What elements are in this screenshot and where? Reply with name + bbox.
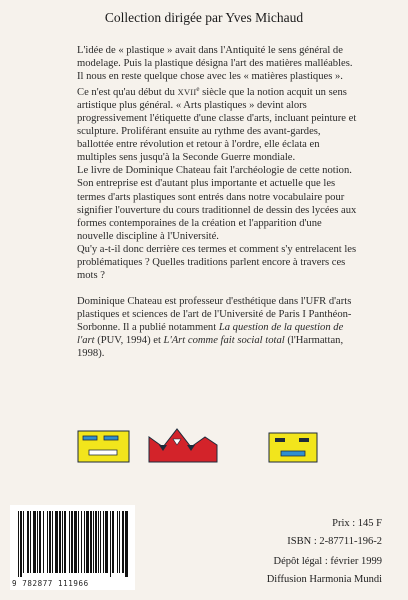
distributor-label: Diffusion Harmonia Mundi [266, 574, 382, 585]
author-bio-part2: (PUV, 1994) et [94, 334, 164, 346]
collection-title: Collection dirigée par Yves Michaud [104, 10, 304, 25]
ornament-center-crown [149, 429, 217, 462]
isbn-barcode [10, 505, 135, 590]
price-label: Prix : 145 F [332, 518, 382, 529]
century-numeral: XVII [177, 87, 197, 98]
barcode-number: 9 782877 111966 [12, 579, 89, 588]
paragraph-history-part2: siècle que la notion acquit un sens artistique plus général. « Arts plastiques » devint alors progressivement l'étiquette d'une classe d'arts, incluant peinture et sculpture. Proliférant ensuite au rythme des avant-gardes, ballottée entre révolution et retour à l'ordre, elle éclata en multiples sens jusqu'à la Seconde Guerre mondiale. [77, 87, 357, 164]
author-bio-part3: (l'Harmattan, 1998). [77, 334, 344, 360]
author-bio [77, 295, 357, 360]
ornament-right-block [269, 433, 317, 462]
legal-deposit-label: Dépôt légal : février 1999 [273, 556, 382, 567]
description-text [77, 44, 357, 360]
collection-logo-ornament [77, 425, 360, 465]
paragraph-history-part1: L'idée de « plastique » avait dans l'Antiquité le sens général de modelage. Puis la plastique désigna l'art des matières malléables. Il nous en reste quelque chose avec les « matières plastiques ». Ce n'est qu'au début du [77, 45, 353, 99]
book-title-2: L'Art comme fait social total [163, 334, 285, 346]
isbn-label: ISBN : 2-87711-196-2 [287, 536, 382, 547]
century-superscript: e [196, 85, 200, 94]
paragraph-questions: Qu'y a-t-il donc derrière ces termes et comment s'y entrelacent les problématiques ? Quelles traditions parlent encore à travers ces mots ? [77, 243, 357, 281]
author-bio-part1: Dominique Chateau est professeur d'esthétique dans l'UFR d'arts plastiques et sciences de l'art de l'Université de Paris I Panthéon-Sorbonne. Il a publié notamment [77, 295, 352, 333]
paragraph-book: Le livre de Dominique Chateau fait l'archéologie de cette notion. Son entreprise est d'autant plus importante et actuelle que les termes d'arts plastiques sont entrés dans notre vocabulaire pour signifier l'ouverture du cours traditionnel de dessin des lycées aux formes contemporaines de la création et l'apparition d'une nouvelle discipline à l'Université. [77, 165, 357, 242]
paragraph-history [77, 44, 357, 164]
ornament-left-block [78, 431, 129, 462]
book-title-1: La question de la question de l'art [77, 321, 344, 346]
